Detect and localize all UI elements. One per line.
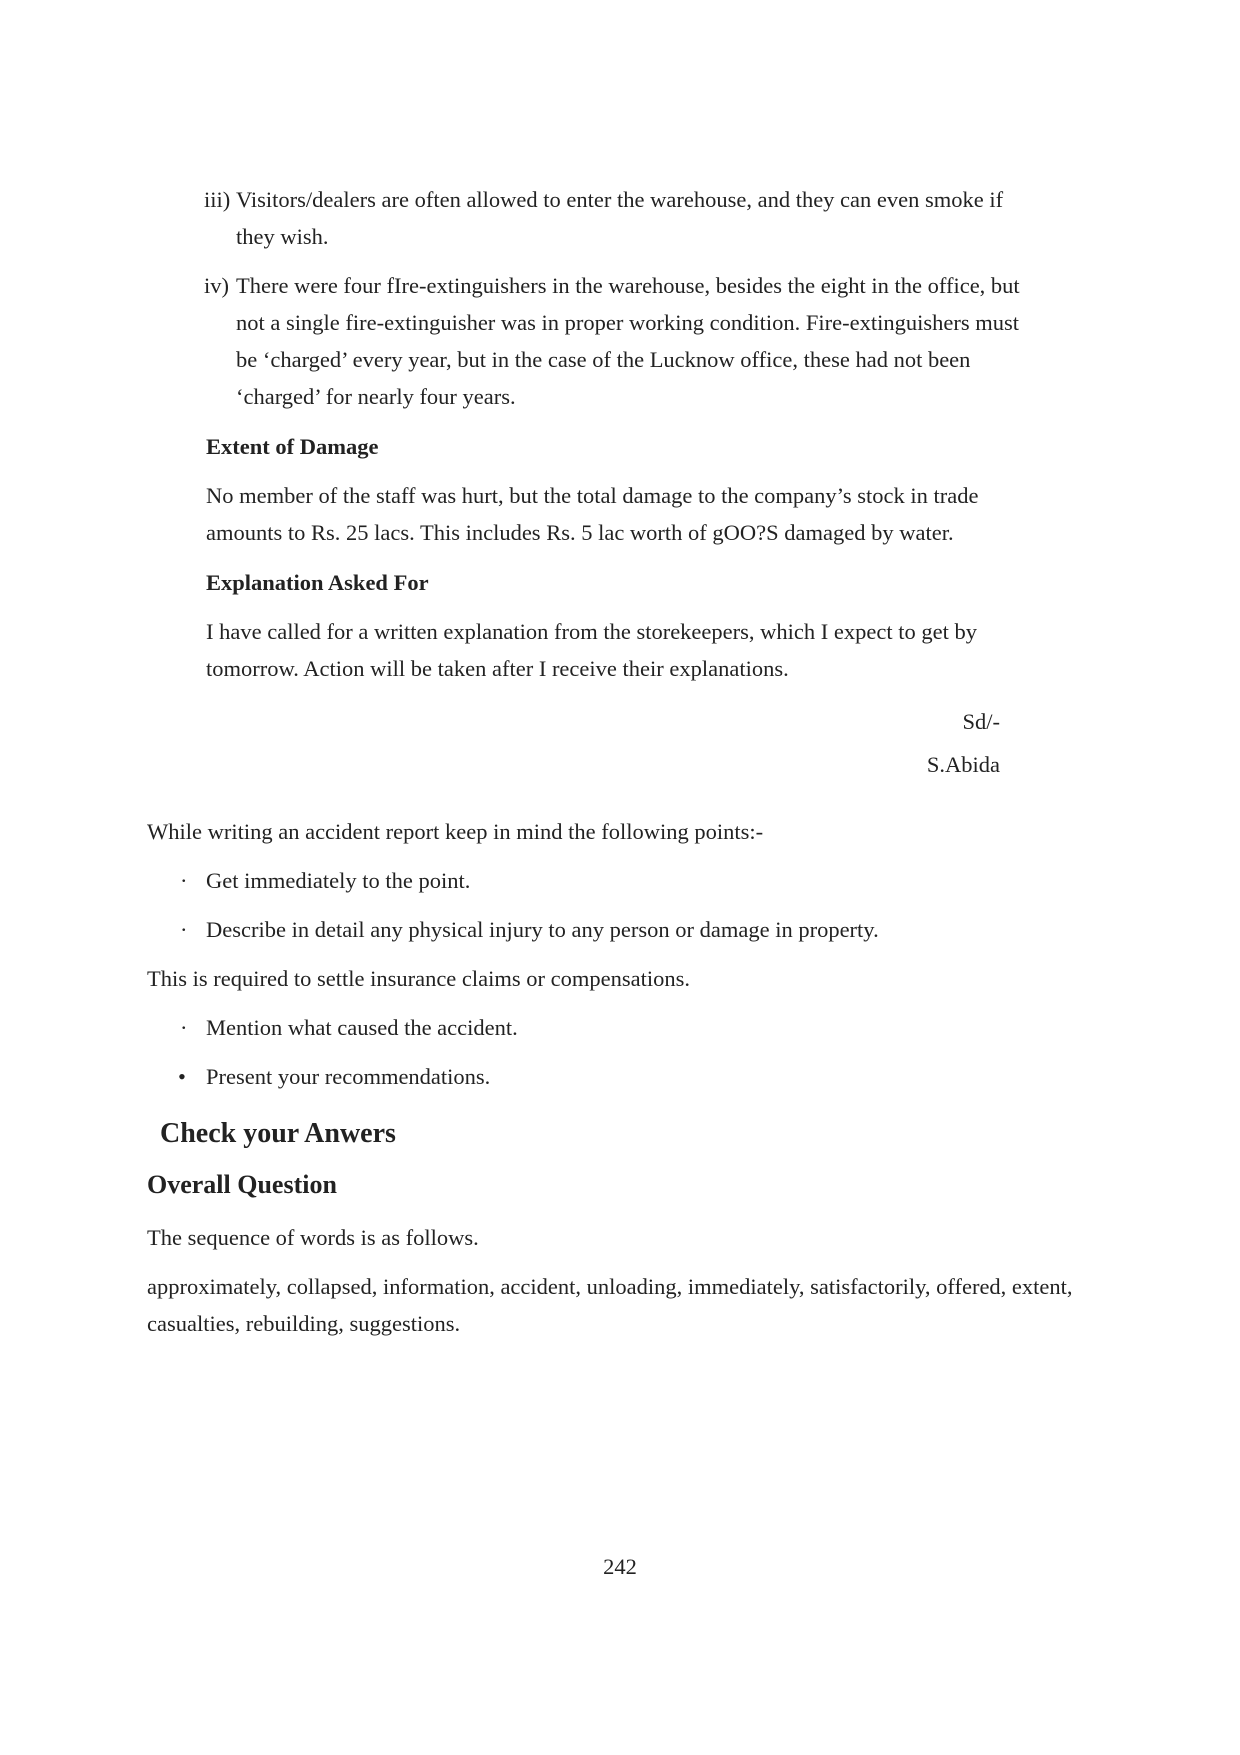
- points-note: This is required to settle insurance claims or compensations.: [147, 966, 690, 991]
- explanation-line: tomorrow. Action will be taken after I receive their explanations.: [206, 656, 789, 681]
- list-line: There were four fIre-extinguishers in the warehouse, besides the eight in the office, but: [236, 273, 1020, 298]
- check-heading: Check your Anwers: [160, 1118, 396, 1149]
- extent-line: No member of the staff was hurt, but the total damage to the company’s stock in trade: [206, 483, 979, 508]
- explanation-heading: Explanation Asked For: [206, 570, 429, 595]
- sequence-line: casualties, rebuilding, suggestions.: [147, 1311, 461, 1336]
- overall-heading: Overall Question: [147, 1170, 337, 1199]
- point-text: Describe in detail any physical injury to any person or damage in property.: [206, 917, 879, 942]
- list-number: iii): [204, 187, 231, 212]
- signature-sd: Sd/-: [962, 709, 1000, 734]
- list-number: iv): [204, 273, 229, 298]
- list-line: be ‘charged’ every year, but in the case of the Lucknow office, these had not been: [236, 347, 971, 372]
- list-line: they wish.: [236, 224, 329, 249]
- sequence-intro: The sequence of words is as follows.: [147, 1225, 479, 1250]
- list-line: Visitors/dealers are often allowed to enter the warehouse, and they can even smoke if: [236, 187, 1004, 212]
- explanation-line: I have called for a written explanation from the storekeepers, which I expect to get by: [206, 619, 977, 644]
- point-text: Present your recommendations.: [206, 1064, 491, 1089]
- bullet-dot: ·: [180, 868, 188, 893]
- bullet-dot: •: [178, 1064, 186, 1089]
- list-line: not a single fire-extinguisher was in proper working condition. Fire-extinguishers must: [236, 310, 1019, 335]
- bullet-dot: ·: [180, 1015, 188, 1040]
- signature-name: S.Abida: [926, 752, 1000, 777]
- point-text: Get immediately to the point.: [206, 868, 471, 893]
- extent-line: amounts to Rs. 25 lacs. This includes Rs. 5 lac worth of gOO?S damaged by water.: [206, 520, 954, 545]
- point-text: Mention what caused the accident.: [206, 1015, 518, 1040]
- extent-heading: Extent of Damage: [206, 434, 379, 459]
- points-intro: While writing an accident report keep in mind the following points:-: [147, 819, 764, 844]
- bullet-dot: ·: [180, 917, 188, 942]
- page-number: 242: [603, 1554, 637, 1579]
- sequence-line: approximately, collapsed, information, accident, unloading, immediately, satisfactorily, offered, extent,: [147, 1274, 1073, 1299]
- list-line: ‘charged’ for nearly four years.: [236, 384, 516, 409]
